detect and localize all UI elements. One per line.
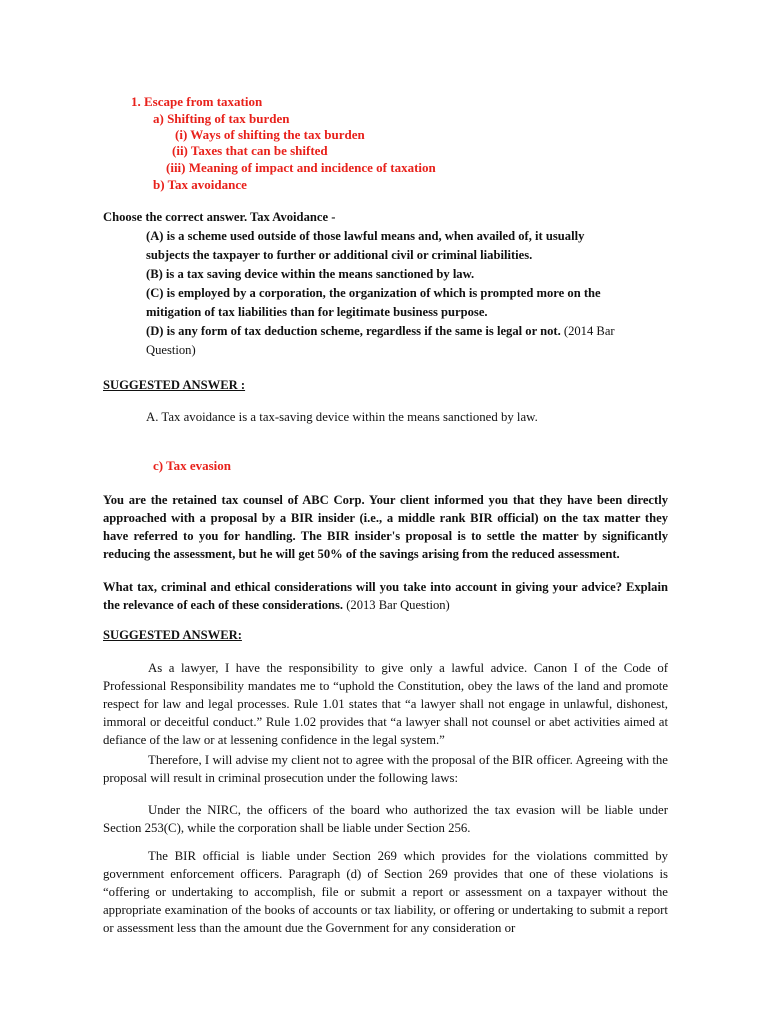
question-1-prompt: Choose the correct answer. Tax Avoidance - — [103, 210, 336, 224]
option-b: (B) is a tax saving device within the means sanctioned by law. — [146, 267, 475, 281]
outline-item-c: c) Tax evasion — [153, 458, 232, 473]
suggested-answer-1-heading: SUGGESTED ANSWER : — [103, 378, 246, 392]
outline-item-a: a) Shifting of tax burden — [153, 111, 290, 126]
outline-item-i: (i) Ways of shifting the tax burden — [175, 127, 365, 142]
outline-item-1: 1. Escape from taxation — [131, 94, 263, 109]
question-2-question-text: What tax, criminal and ethical considerations will you take into account in giving your advice? Explain the relevance of each of these considerations. — [103, 580, 668, 612]
answer-2-paragraph-4: The BIR official is liable under Section 269 which provides for the violations committed by government enforcement officers. Paragraph (d) of Section 269 provides that one of these violations is “offering or undertaking to accomplish, file or submit a report or assessment on a taxpayer without the appropriate examination of the books of accounts or tax liability, or offering or undertaking to submit a report or assessment less than the amount due the Government for any consideration or — [103, 849, 668, 935]
question-2-text: You are the retained tax counsel of ABC Corp. Your client informed you that they have been directly approached with a proposal by a BIR insider (i.e., a middle rank BIR official) on the tax matter they have referred to you for handling. The BIR insider's proposal is to settle the matter by significantly reducing the assessment, but he will get 50% of the savings arising from the reduced assessment. — [103, 493, 668, 561]
option-d-line-1 — [146, 322, 671, 341]
option-d-text: (D) is any form of tax deduction scheme, regardless if the same is legal or not. — [146, 324, 561, 338]
option-c-line-2: mitigation of tax liabilities than for legitimate business purpose. — [146, 305, 488, 319]
question-2-note: (2013 Bar Question) — [346, 598, 450, 612]
outline-item-ii: (ii) Taxes that can be shifted — [172, 143, 328, 158]
answer-2-paragraph-1: As a lawyer, I have the responsibility to give only a lawful advice. Canon I of the Code of Professional Responsibility mandates me to “uphold the Constitution, obey the laws of the land and promote respect for law and legal processes. Rule 1.01 states that “a lawyer shall not engage in unlawful, dishonest, immoral or deceitful conduct.” Rule 1.02 provides that “a lawyer shall not counsel or abet activities aimed at defiance of the law or at lessening confidence in the legal system.” — [103, 661, 668, 747]
answer-2-paragraph-2: Therefore, I will advise my client not to agree with the proposal of the BIR officer. Agreeing with the proposal will result in criminal prosecution under the following laws: — [103, 753, 668, 785]
option-a-line-2: subjects the taxpayer to further or additional civil or criminal liabilities. — [146, 248, 533, 262]
option-c-line-1: (C) is employed by a corporation, the organization of which is prompted more on the — [146, 286, 601, 300]
option-d-note: (2014 Bar — [563, 324, 615, 338]
answer-2-paragraph-3: Under the NIRC, the officers of the board who authorized the tax evasion will be liable under Section 253(C), while the corporation shall be liable under Section 256. — [103, 803, 668, 835]
option-d-line-2: Question) — [146, 343, 196, 357]
suggested-answer-1-text: A. Tax avoidance is a tax-saving device within the means sanctioned by law. — [146, 410, 538, 424]
question-1-options — [146, 227, 671, 360]
option-a-line-1: (A) is a scheme used outside of those lawful means and, when availed of, it usually — [146, 229, 585, 243]
question-2-question — [103, 578, 668, 614]
outline-item-iii: (iii) Meaning of impact and incidence of taxation — [166, 160, 436, 175]
outline-item-b: b) Tax avoidance — [153, 177, 247, 192]
suggested-answer-2-heading: SUGGESTED ANSWER: — [103, 628, 242, 642]
